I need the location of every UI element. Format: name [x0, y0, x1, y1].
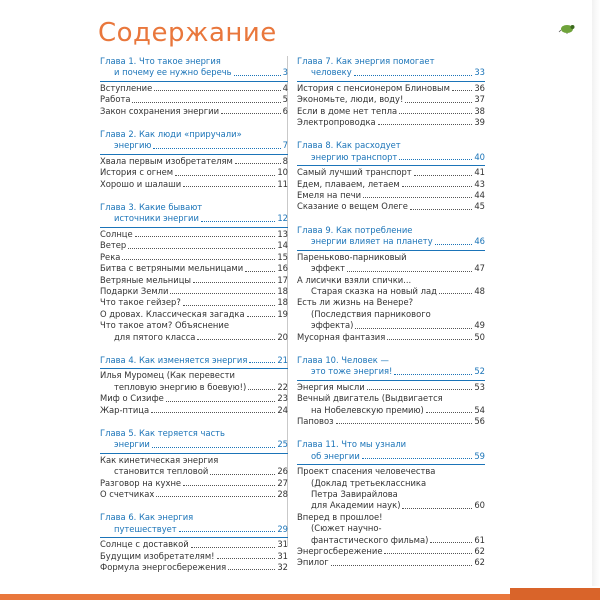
toc-entry[interactable]: [297, 190, 485, 201]
entry-line-text: Как кинетическая энергия: [100, 454, 219, 465]
toc-entry[interactable]: [297, 416, 485, 427]
toc-entry[interactable]: [100, 455, 288, 478]
chapter-title[interactable]: [100, 355, 288, 366]
entry-line-text: Старая сказка на новый лад: [311, 285, 437, 296]
toc-entry[interactable]: [100, 405, 288, 416]
chapter-underline: [297, 165, 485, 166]
leader-dots: [248, 382, 275, 390]
leader-dots: [426, 405, 473, 413]
leader-dots: [132, 94, 280, 102]
leader-dots: [217, 551, 276, 559]
leader-dots: [210, 466, 275, 474]
toc-chapter: [100, 428, 288, 500]
entry-line-text: Река: [100, 251, 121, 262]
page-number: 3: [282, 67, 288, 78]
toc-entry[interactable]: [297, 106, 485, 117]
toc-entry[interactable]: [100, 286, 288, 297]
page-number: 28: [277, 489, 288, 499]
leader-dots: [355, 320, 472, 328]
chapter-line-text: энергии: [114, 439, 150, 450]
toc-chapter: [100, 202, 288, 343]
footer-accent-block: [510, 588, 600, 600]
leader-dots: [378, 117, 473, 125]
leader-dots: [439, 286, 472, 294]
chapter-underline: [297, 464, 485, 465]
page-number: 49: [474, 320, 485, 331]
toc-entry[interactable]: [100, 478, 288, 489]
page-number: 17: [277, 274, 288, 285]
toc-entry[interactable]: [100, 551, 288, 562]
chapter-underline: [100, 154, 288, 155]
toc-entry[interactable]: [100, 539, 288, 550]
page-number: 56: [474, 415, 485, 426]
leader-dots: [221, 106, 281, 114]
entry-line-text: Будущим изобретателям!: [100, 550, 215, 561]
entry-line-text: для Академии наук): [311, 500, 401, 511]
leader-dots: [154, 83, 280, 91]
chapter-line-text: Глава 1. Что такое энергия: [100, 56, 221, 66]
toc-chapter: [100, 56, 288, 117]
entry-line-text: Формула энергосбережения: [100, 562, 227, 573]
chapter-line-text: Глава 2. Как люди «приручали»: [100, 129, 242, 140]
entry-line-text: становится тепловой: [114, 466, 209, 477]
page-number: 38: [474, 105, 485, 116]
page-number: 26: [277, 466, 288, 477]
toc-entry[interactable]: [100, 489, 288, 500]
entry-line-text: Петра Завирайлова: [311, 489, 398, 499]
toc-entry[interactable]: [297, 275, 485, 298]
chapter-line-text: человеку: [311, 67, 352, 78]
entry-line-text: Хорошо и шалаши: [100, 178, 182, 189]
leader-dots: [347, 263, 472, 271]
chapter-title[interactable]: [297, 355, 485, 378]
chapter-title[interactable]: [100, 56, 288, 79]
entry-line-text: на Нобелевскую премию): [311, 404, 424, 415]
entry-line-text: Жар-птица: [100, 404, 150, 415]
page-number: 29: [277, 523, 288, 534]
entry-line-text: Экономьте, люди, воду!: [297, 94, 404, 105]
leader-dots: [128, 240, 275, 248]
leader-dots: [331, 557, 473, 565]
chapter-underline: [100, 537, 288, 538]
leader-dots: [363, 190, 472, 198]
chapter-underline: [297, 81, 485, 82]
chapter-title[interactable]: [100, 428, 288, 451]
entry-line-text: Илья Муромец (Как перевести: [100, 370, 235, 381]
toc-entry[interactable]: [100, 562, 288, 573]
page-number: 62: [474, 557, 485, 568]
toc-entry[interactable]: [100, 179, 288, 190]
toc-entry[interactable]: [297, 167, 485, 178]
entry-line-text: Работа: [100, 94, 131, 105]
leader-dots: [402, 179, 473, 187]
leader-dots: [152, 439, 276, 447]
page-number: 21: [277, 354, 288, 365]
page-number: 4: [282, 82, 288, 93]
page-number: 59: [474, 450, 485, 461]
toc-chapter: [297, 355, 485, 427]
entry-line-text: Емеля на печи: [297, 190, 362, 201]
leader-dots: [193, 275, 275, 283]
chapter-line-text: об энергии: [311, 450, 360, 461]
entry-line-text: эффект: [311, 263, 346, 274]
toc-entry[interactable]: [100, 263, 288, 274]
page-number: 50: [474, 331, 485, 342]
leader-dots: [151, 405, 275, 413]
toc-chapter: [297, 56, 485, 128]
page-number: 37: [474, 94, 485, 105]
entry-line-text: (Последствия парникового: [311, 308, 431, 319]
leader-dots: [410, 201, 472, 209]
toc-chapter: [100, 129, 288, 190]
page-number: 27: [277, 477, 288, 488]
page-number: 40: [474, 151, 485, 162]
toc-entry[interactable]: [297, 393, 485, 416]
entry-line-text: О дровах. Классическая загадка: [100, 308, 245, 319]
page-number: 31: [277, 539, 288, 550]
leader-dots: [399, 106, 472, 114]
chapter-line-text: Глава 11. Что мы узнали: [297, 439, 407, 450]
toc-entry[interactable]: [100, 370, 288, 393]
leader-dots: [387, 332, 472, 340]
entry-line-text: (Доклад третьеклассника: [311, 477, 427, 488]
chapter-line-text: Глава 3. Какие бывают: [100, 202, 203, 213]
page-number: 12: [277, 213, 288, 224]
page-number: 18: [277, 285, 288, 296]
page-number: 14: [277, 240, 288, 251]
chapter-line-text: Глава 5. Как теряется часть: [100, 427, 225, 438]
page-number: 15: [277, 251, 288, 262]
page-number: 10: [277, 167, 288, 178]
leader-dots: [179, 524, 276, 532]
entry-line-text: Подарки Земли: [100, 285, 169, 296]
leader-dots: [247, 309, 276, 317]
entry-line-text: Проект спасения человечества: [297, 466, 436, 477]
page-footer-strip: [0, 586, 600, 600]
leader-dots: [170, 286, 275, 294]
chapter-underline: [100, 227, 288, 228]
leader-dots: [405, 94, 472, 102]
toc-entry[interactable]: [297, 252, 485, 275]
page-number: 11: [277, 178, 288, 189]
toc-entry[interactable]: [297, 557, 485, 568]
entry-line-text: Разговор на кухне: [100, 477, 182, 488]
entry-line-text: Мусорная фантазия: [297, 331, 386, 342]
entry-line-text: История с пенсионером Блиновым: [297, 82, 450, 93]
toc-entry[interactable]: [297, 201, 485, 212]
page-number: 45: [474, 201, 485, 212]
entry-line-text: Хвала первым изобретателям: [100, 155, 233, 166]
page-number: 22: [277, 381, 288, 392]
chapter-line-text: Глава 8. Как расходует: [297, 140, 401, 151]
entry-line-text: фантастического фильма): [311, 534, 429, 545]
toc-entry[interactable]: [100, 320, 288, 343]
leader-dots: [201, 213, 275, 221]
page-number: 39: [474, 117, 485, 128]
chapter-title[interactable]: [297, 225, 485, 248]
toc-entry[interactable]: [100, 393, 288, 404]
page-number: 62: [474, 546, 485, 557]
toc-chapter: [100, 512, 288, 573]
entry-line-text: Сказание о вещем Олеге: [297, 201, 408, 212]
toc-entry[interactable]: [297, 117, 485, 128]
leader-dots: [183, 179, 275, 187]
entry-line-text: Солнце с доставкой: [100, 539, 189, 550]
toc-entry[interactable]: [297, 297, 485, 331]
leader-dots: [166, 393, 276, 401]
leader-dots: [235, 156, 281, 164]
chapter-line-text: путешествует: [114, 523, 177, 534]
toc-column-right: [297, 56, 485, 581]
toc-entry[interactable]: [100, 156, 288, 167]
leader-dots: [183, 478, 275, 486]
chapter-line-text: Глава 4. Как изменяется энергия: [100, 354, 248, 365]
leader-dots: [249, 355, 275, 363]
toc-entry[interactable]: [297, 466, 485, 512]
entry-line-text: Самый лучший транспорт: [297, 167, 412, 178]
leader-dots: [156, 489, 275, 497]
leader-dots: [414, 167, 473, 175]
entry-line-text: эффекта): [311, 320, 354, 331]
page-edge: [592, 0, 600, 600]
toc-entry[interactable]: [100, 309, 288, 320]
chapter-title[interactable]: [297, 56, 485, 79]
page-number: 41: [474, 167, 485, 178]
chapter-line-text: Глава 9. Как потребление: [297, 224, 413, 235]
toc-entry[interactable]: [297, 512, 485, 546]
chapter-underline: [297, 250, 485, 251]
entry-line-text: Ветер: [100, 240, 127, 251]
entry-line-text: Энергосбережение: [297, 546, 383, 557]
page-number: 7: [282, 140, 288, 151]
toc-entry[interactable]: [297, 94, 485, 105]
toc-entry[interactable]: [100, 83, 288, 94]
toc-chapter: [100, 355, 288, 416]
entry-line-text: Закон сохранения энергии: [100, 105, 220, 116]
entry-line-text: Есть ли жизнь на Венере?: [297, 297, 414, 308]
page-number: 19: [277, 308, 288, 319]
entry-line-text: Электропроводка: [297, 117, 376, 128]
entry-line-text: Если в доме нет тепла: [297, 105, 398, 116]
entry-line-text: Эпилог: [297, 557, 329, 568]
page-number: 25: [277, 439, 288, 450]
toc-entry[interactable]: [100, 94, 288, 105]
toc-entry[interactable]: [100, 106, 288, 117]
entry-line-text: Ветряные мельницы: [100, 274, 192, 285]
page-number: 33: [474, 67, 485, 78]
entry-line-text: (Сюжет научно-: [311, 523, 382, 534]
entry-line-text: А лисички взяли спички...: [297, 274, 412, 285]
entry-line-text: Миф о Сизифе: [100, 393, 164, 404]
toc-entry[interactable]: [100, 275, 288, 286]
page-number: 53: [474, 381, 485, 392]
entry-line-text: Что такое атом? Объяснение: [100, 320, 229, 331]
page-number: 44: [474, 190, 485, 201]
chapter-line-text: энергии влияет на планету: [311, 236, 433, 247]
chapter-title[interactable]: [297, 439, 485, 462]
toc-chapter: [297, 225, 485, 343]
toc-column-left: [100, 56, 288, 585]
entry-line-text: Что такое гейзер?: [100, 297, 181, 308]
chapter-title[interactable]: [100, 202, 288, 225]
leader-dots: [245, 263, 275, 271]
entry-line-text: История с огнем: [100, 167, 174, 178]
chapter-underline: [100, 368, 288, 369]
page-number: 60: [474, 500, 485, 511]
leader-dots: [430, 535, 472, 543]
chapter-line-text: источники энергии: [114, 213, 199, 224]
entry-line-text: Битва с ветряными мельницами: [100, 263, 244, 274]
chapter-underline: [100, 453, 288, 454]
entry-line-text: Вперед в прошлое!: [297, 511, 383, 522]
leader-dots: [394, 366, 472, 374]
entry-line-text: для пятого класса: [114, 331, 196, 342]
leader-dots: [183, 297, 276, 305]
leader-dots: [402, 500, 472, 508]
page-number: 47: [474, 263, 485, 274]
page-number: 6: [282, 105, 288, 116]
leader-dots: [384, 546, 472, 554]
chapter-line-text: Глава 7. Как энергия помогает: [297, 56, 435, 66]
leader-dots: [122, 252, 275, 260]
chapter-line-text: Глава 6. Как энергия: [100, 512, 194, 523]
toc-entry[interactable]: [297, 179, 485, 190]
entry-line-text: Вечный двигатель (Выдвигается: [297, 393, 443, 404]
chapter-line-text: Глава 10. Человек —: [297, 354, 389, 365]
chapter-line-text: энергию: [114, 140, 152, 151]
page-number: 8: [282, 155, 288, 166]
page-number: 23: [277, 393, 288, 404]
page-number: 54: [474, 404, 485, 415]
entry-line-text: Паповоз: [297, 415, 334, 426]
toc-chapter: [297, 439, 485, 568]
entry-line-text: Солнце: [100, 228, 133, 239]
page-number: 13: [277, 228, 288, 239]
entry-line-text: Едем, плаваем, летаем: [297, 178, 400, 189]
toc-entry[interactable]: [297, 546, 485, 557]
page-number: 36: [474, 82, 485, 93]
leader-dots: [228, 562, 275, 570]
leader-dots: [135, 229, 276, 237]
toc-entry[interactable]: [297, 83, 485, 94]
chapter-underline: [100, 81, 288, 82]
page-number: 52: [474, 366, 485, 377]
leader-dots: [197, 332, 275, 340]
page-number: 61: [474, 534, 485, 545]
page-number: 48: [474, 285, 485, 296]
leader-dots: [367, 382, 473, 390]
toc-entry[interactable]: [100, 252, 288, 263]
toc-chapter: [297, 140, 485, 212]
toc-entry[interactable]: [297, 332, 485, 343]
page-number: 24: [277, 404, 288, 415]
chapter-title[interactable]: [100, 512, 288, 535]
page-number: 16: [277, 263, 288, 274]
entry-line-text: О счетчиках: [100, 489, 155, 499]
page-number: 18: [277, 297, 288, 308]
page-number: 20: [277, 331, 288, 342]
leader-dots: [354, 67, 473, 75]
entry-line-text: Пареньково-парниковый: [297, 251, 407, 262]
entry-line-text: тепловую энергию в боевую!): [114, 381, 247, 392]
leader-dots: [153, 140, 280, 148]
leader-dots: [362, 451, 473, 459]
page-number: 5: [282, 94, 288, 105]
chapter-line-text: энергию транспорт: [311, 151, 398, 162]
page-number: 43: [474, 178, 485, 189]
chapter-line-text: и почему ее нужно беречь: [114, 67, 232, 78]
entry-line-text: Вступление: [100, 82, 153, 93]
toc-entry[interactable]: [100, 240, 288, 251]
leader-dots: [234, 67, 281, 75]
chapter-title[interactable]: [100, 129, 288, 152]
toc-entry[interactable]: [100, 167, 288, 178]
chapter-title[interactable]: [297, 140, 485, 163]
leader-dots: [452, 83, 472, 91]
page-number: 46: [474, 236, 485, 247]
chapter-underline: [297, 380, 485, 381]
leader-dots: [399, 152, 472, 160]
toc-entry[interactable]: [100, 229, 288, 240]
entry-line-text: Энергия мысли: [297, 381, 365, 392]
page-title: Содержание: [98, 18, 277, 48]
leader-dots: [435, 236, 473, 244]
page-number: 32: [277, 562, 288, 573]
leader-dots: [175, 167, 275, 175]
toc-entry[interactable]: [100, 297, 288, 308]
leader-dots: [336, 416, 473, 424]
chapter-line-text: это тоже энергия!: [311, 366, 393, 377]
leader-dots: [191, 539, 276, 547]
toc-entry[interactable]: [297, 382, 485, 393]
ladybug-icon: [558, 22, 576, 34]
page-number: 31: [277, 550, 288, 561]
